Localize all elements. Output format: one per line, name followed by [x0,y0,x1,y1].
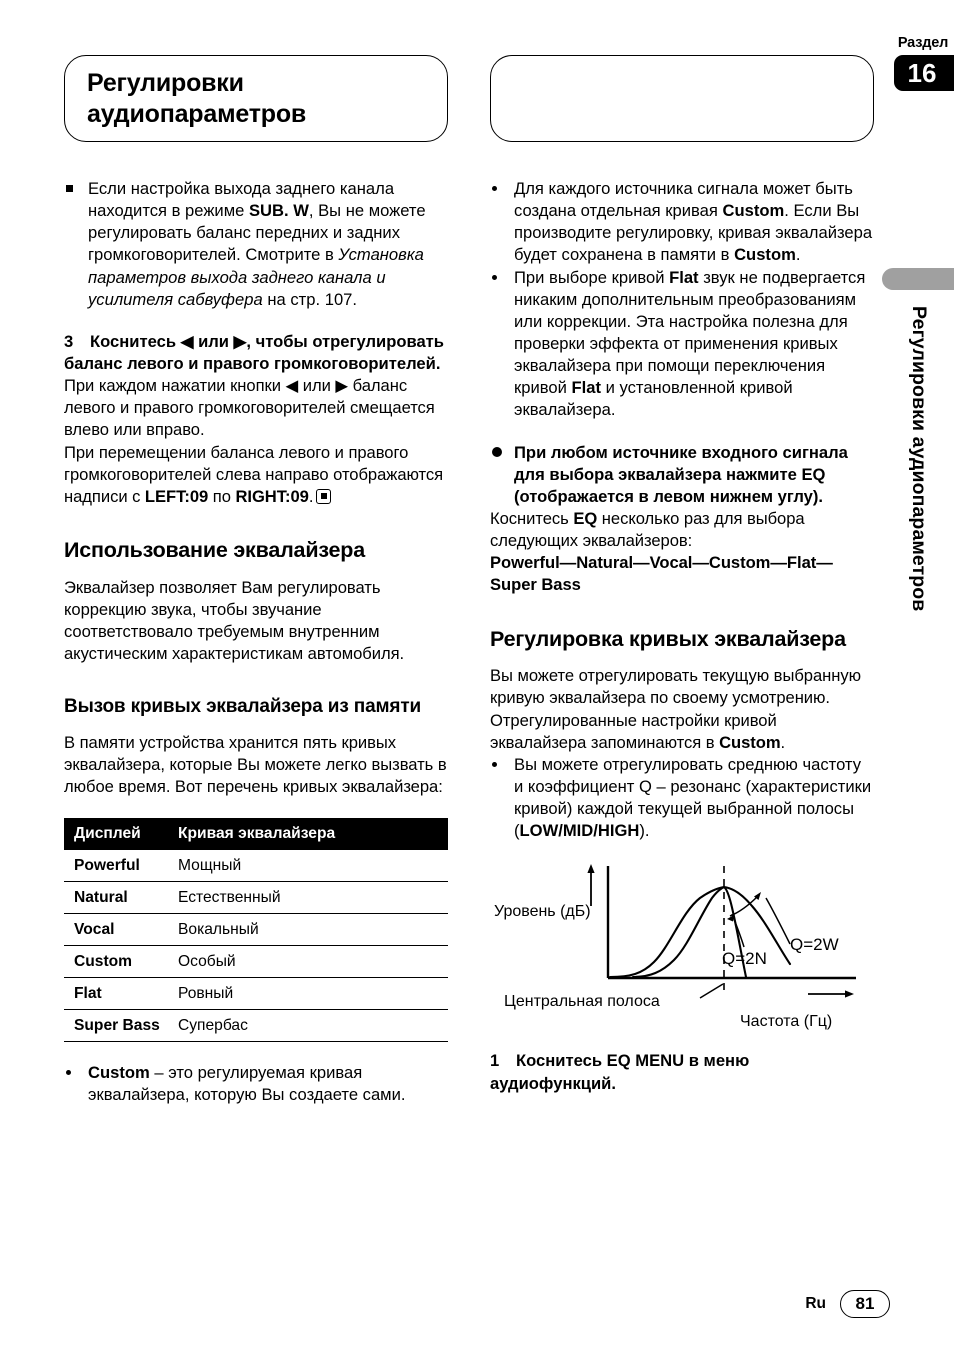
table-cell-display: Custom [64,945,168,977]
table-row [64,1009,448,1041]
center-band-leader-line [700,984,723,998]
bullet-custom-curve-text [88,1062,448,1106]
table-cell-curve: Особый [168,945,448,977]
note-bullet-text [88,178,448,311]
footer-language: Ru [805,1295,826,1312]
left-column [64,178,448,1106]
x-axis-arrowhead [845,991,854,998]
note-text-3: на стр. 107. [262,289,358,309]
bold-eq: EQ [573,508,598,528]
page-title-line2: аудиопараметров [87,99,307,128]
page-footer [0,1290,954,1318]
title-row [64,55,874,142]
end-of-section-marker-icon [316,489,331,504]
flat-text-1: При выборе кривой [514,267,670,287]
table-cell-display: Natural [64,881,168,913]
bold-low-mid-high: LOW/MID/HIGH [519,821,640,841]
step-1-heading [490,1050,874,1094]
step-1-number: 1 [490,1051,500,1071]
bold-custom-adjust: Custom [719,732,781,752]
equalizer-curves-table [64,818,448,1042]
table-row [64,945,448,977]
custom-bullet-text: – это регулируемая кривая эквалайзера, которую Вы создаете сами. [88,1062,406,1105]
note-italic-ref: Установка параметров выхода заднего канала и усилителя сабвуфера [88,245,424,309]
para-recall-curves: В памяти устройства хранится пять кривых эквалайзера, которые Вы можете легко вызвать в любое время. Вот перечень кривых эквалайзера: [64,732,447,796]
step-3-body-2-a: При перемещении баланса левого и правого громкоговорителей слева направо отображаются надписи с [64,442,444,506]
square-bullet-icon [64,178,88,311]
arrow-right-icon: ▶ [233,331,247,351]
table-cell-curve: Естественный [168,881,448,913]
table-header-curve: Кривая эквалайзера [168,818,448,850]
adjust-text-1: Вы можете отрегулировать текущую выбранную кривую эквалайзера по своему усмотрению. Отрегулированные настройки кривой эквалайзера запоминаются в [490,666,861,752]
step-3-heading-text-2: или [193,331,234,351]
q2n-leader-line [732,914,744,947]
para-equalizer-use: Эквалайзер позволяет Вам регулировать коррекцию звука, чтобы звучание соответствовало требуемым внутренним акустическим характеристикам автомобиля. [64,577,405,664]
section-marker [894,36,954,91]
q-curve-diagram [490,854,874,1037]
dot-bullet-icon [490,267,514,422]
table-cell-display: Flat [64,977,168,1009]
table-body [64,850,448,1042]
table-row [64,913,448,945]
filled-circle-bullet-icon [490,442,514,508]
table-cell-curve: Ровный [168,977,448,1009]
bold-custom-1: Custom [722,201,785,221]
dot-bullet-icon [64,1062,88,1106]
q2w-label: Q=2W [790,935,839,955]
step-3-body-2 [64,442,448,508]
step-3-heading-text-3: , чтобы отрегулировать баланс левого и правого громкоговорителей. [64,331,445,373]
step-3-heading [64,331,448,375]
table-row [64,881,448,913]
bullet-custom-per-source-text [514,178,874,267]
dot-bullet-icon [490,754,514,843]
table-cell-curve: Супербас [168,1009,448,1041]
custom-source-text-2: . Если Вы производите регулировку, кривая эквалайзера будет сохранена в памяти в [514,201,873,265]
table-cell-display: Super Bass [64,1009,168,1041]
q-text-2: ). [639,821,650,841]
center-band-label: Центральная полоса [504,993,660,1011]
q-text-1: Вы можете отрегулировать среднюю частоту и коэффициент Q – резонанс (характеристики кривой) каждой текущей выбранной полосы ( [514,754,872,841]
q2w-leader-line [766,898,790,944]
page-title-line1: Регулировки [87,69,244,97]
table-header-row [64,818,448,850]
table-cell-display: Vocal [64,913,168,945]
table-cell-curve: Мощный [168,850,448,882]
step-3-heading-text-1: Коснитесь [90,331,181,351]
note-text-2: , Вы не можете регулировать баланс передних и задних громкоговорителей. Смотрите в [88,201,426,265]
table-header-display: Дисплей [64,818,168,850]
empty-title-box [490,55,874,142]
note-bold-sub-w: SUB. W [248,201,309,221]
x-axis-label: Частота (Гц) [740,1013,833,1031]
page-title [87,68,306,129]
side-tab-text: Регулировки аудиопараметров [908,306,930,612]
step-3-number: 3 [64,331,74,351]
bold-custom-2: Custom [734,245,796,265]
bullet-custom-curve [64,1062,448,1106]
table-cell-display: Powerful [64,850,168,882]
eq-preset-chain-text: Powerful—Natural—Vocal—Custom—Flat—Super Bass [490,553,833,595]
flat-text-3: и установленной кривой эквалайзера. [514,378,793,420]
side-tab-text-wrap [882,306,954,706]
step-3-body-1: При каждом нажатии кнопки ◀ или ▶ баланс левого и правого громкоговорителей смещается влево или вправо. [64,376,435,440]
bold-flat-2: Flat [571,378,602,398]
custom-source-text-3: . [795,245,801,265]
bullet-q-factor-text [514,754,874,843]
bullet-q-factor [490,754,874,843]
bold-flat-1: Flat [669,267,699,287]
note-bullet-sub-w [64,178,448,311]
dot-bullet-icon [490,178,514,267]
y-axis-arrowhead [587,864,594,873]
label-left-09: LEFT:09 [144,486,209,506]
heading-equalizer-use: Использование эквалайзера [64,537,365,562]
bullet-flat-curve-text [514,267,874,422]
eq-note-body-2: несколько раз для выбора следующих эквалайзеров: [490,508,805,551]
eq-note-bold-lead: При любом источнике входного сигнала для выбора эквалайзера нажмите EQ (отображается в левом нижнем углу). [514,442,848,506]
eq-preset-chain [490,552,874,596]
bullet-eq-button-note-text [514,442,874,508]
page-number: 81 [840,1290,890,1318]
bullet-custom-per-source [490,178,874,267]
flat-text-2: звук не подвергается никаким дополнительным преобразованиям или коррекции. Эта настройка полезна для проверки эффекта от применения кривых эквалайзера при помощи переключения кривой [514,267,866,398]
note-text-1: Если настройка выхода заднего канала находится в режиме [88,179,395,221]
q2n-label: Q=2N [722,949,767,969]
arrow-left-icon: ◀ [180,331,194,351]
para-adjust-curves [490,665,874,754]
step-3-body-2-c: . [308,486,314,506]
side-tab [882,268,954,706]
heading-adjust-curves: Регулировка кривых эквалайзера [490,626,846,651]
y-axis-label: Уровень (дБ) [494,903,591,921]
eq-note-body [490,508,874,552]
table-cell-curve: Вокальный [168,913,448,945]
step-1-text: Коснитесь EQ MENU в меню аудиофункций. [490,1051,750,1093]
section-marker-label: Раздел [897,35,949,51]
eq-note-body-1: Коснитесь [490,508,574,528]
side-tab-gray-bar [882,268,954,290]
body-columns [64,178,874,1106]
bullet-flat-curve [490,267,874,422]
right-column [490,178,874,1106]
subheading-recall-curves: Вызов кривых эквалайзера из памяти [64,696,422,718]
custom-source-text-1: Для каждого источника сигнала может быть создана отдельная кривая [514,179,853,221]
bullet-eq-button-note [490,442,874,508]
adjust-text-2: . [780,732,786,752]
table-row [64,977,448,1009]
table-row [64,850,448,882]
q-curve-svg [490,854,874,1032]
bold-custom: Custom [88,1062,150,1082]
label-right-09: RIGHT:09 [235,486,309,506]
step-3-body-2-b: по [208,486,236,506]
section-marker-number: 16 [894,55,954,91]
chapter-title-box [64,55,448,142]
